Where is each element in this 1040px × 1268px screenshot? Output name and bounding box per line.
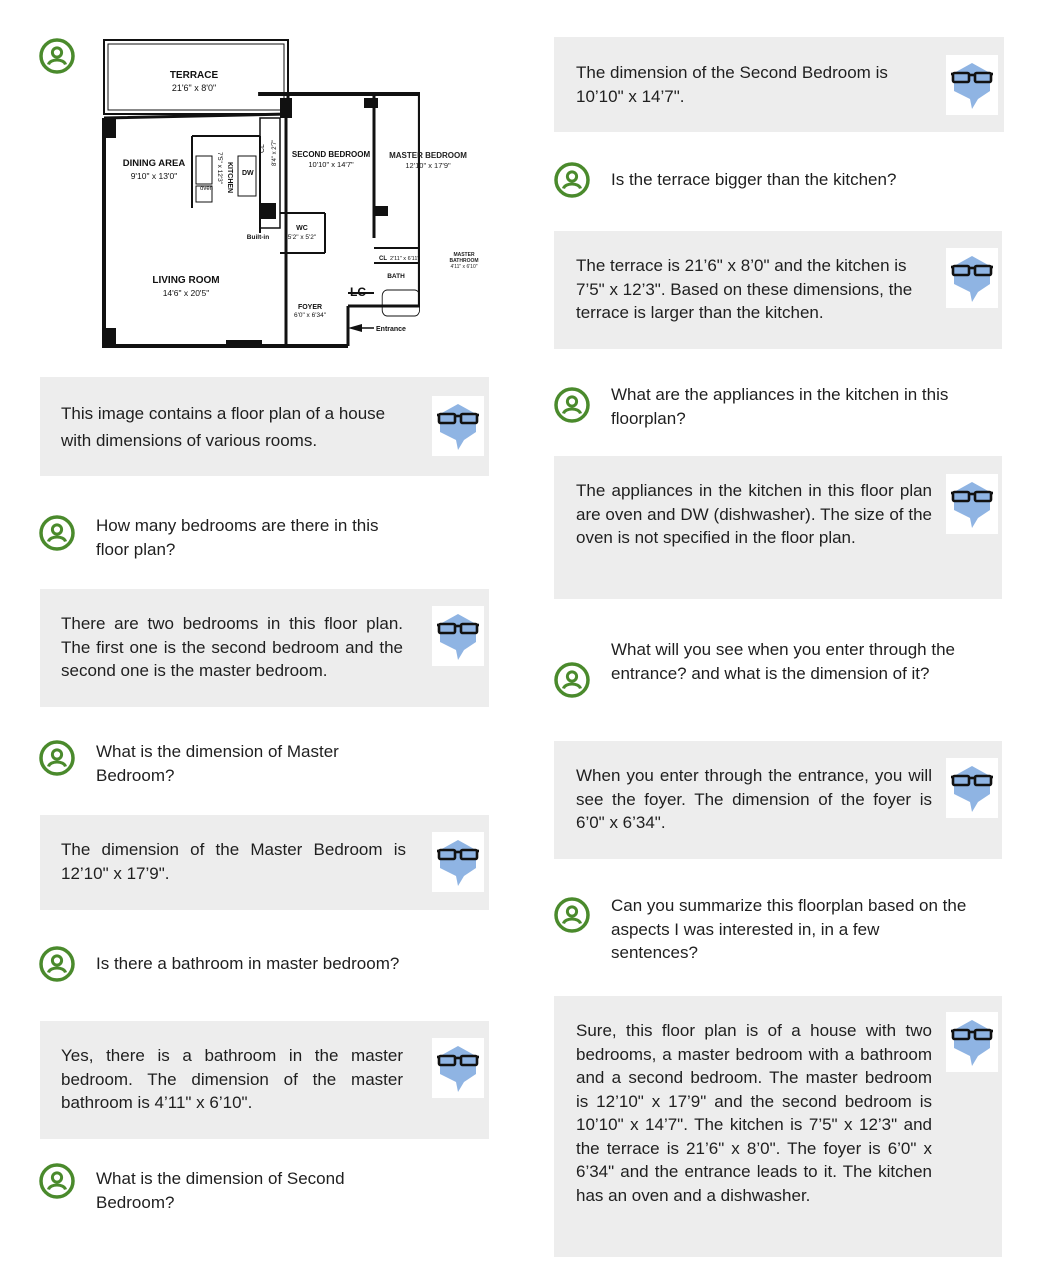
- bot-glasses-icon: [432, 396, 484, 456]
- fp-second-bedroom-dim: 10'10" x 14'7": [308, 160, 354, 169]
- answer-text-6: The appliances in the kitchen in this floor plan are oven and DW (dishwasher). The size of the oven is not specified in the floor plan.: [576, 481, 932, 547]
- answer-text-1: There are two bedrooms in this floor plan. The first one is the second bedroom and the second one is the master bedroom.: [61, 614, 403, 680]
- bot-glasses-icon: [946, 758, 998, 818]
- fp-master-bath-dim: 4'11" x 6'10": [450, 264, 478, 270]
- bot-glasses-icon: [946, 474, 998, 534]
- fp-living-name: LIVING ROOM: [152, 275, 220, 286]
- bot-glasses-icon: [946, 55, 998, 115]
- fp-second-bedroom-name: SECOND BEDROOM: [291, 150, 371, 159]
- user-avatar-icon: [39, 38, 75, 74]
- user-question-6: What are the appliances in the kitchen in this floorplan?: [611, 385, 949, 428]
- fp-foyer-dim: 6'0" x 6'34": [293, 312, 327, 319]
- fp-cl-dim: 8'4" x 2'7": [272, 139, 278, 166]
- fp-cl2-name: CL: [379, 256, 387, 262]
- fp-kitchen-name: KITCHEN: [226, 162, 233, 194]
- fp-master-bath-name: MASTER BATHROOM: [449, 252, 479, 264]
- bot-glasses-icon: [432, 606, 484, 666]
- answer-text-5: The terrace is 21’6" x 8’0" and the kitchen is 7’5" x 12’3". Based on these dimensions, the terrace is larger than the kitchen.: [576, 256, 913, 322]
- user-question-8: Can you summarize this floorplan based on the aspects I was interested in, in a few sentences?: [611, 896, 967, 962]
- fp-terrace-dim: 21'6" x 8'0": [171, 83, 217, 93]
- fp-wc-dim: 5'2" x 5'2": [287, 234, 317, 241]
- fp-cl2-dim: 2'11" x 6'11": [390, 256, 420, 262]
- fp-entrance: Entrance: [376, 326, 406, 333]
- user-avatar-icon: [554, 662, 590, 698]
- bot-glasses-icon: [432, 1038, 484, 1098]
- bot-glasses-icon: [432, 832, 484, 892]
- intro-text: This image contains a floor plan of a house with dimensions of various rooms.: [61, 404, 386, 450]
- floorplan-image: [100, 38, 420, 350]
- user-avatar-icon: [554, 162, 590, 198]
- user-avatar-icon: [39, 515, 75, 551]
- fp-bath-name: BATH: [387, 273, 405, 280]
- fp-wc-name: WC: [296, 225, 308, 232]
- user-question-4: What is the dimension of Second Bedroom?: [96, 1169, 345, 1212]
- bot-glasses-icon: [946, 248, 998, 308]
- user-question-2: What is the dimension of Master Bedroom?: [96, 742, 339, 785]
- user-avatar-icon: [554, 897, 590, 933]
- user-question-3: Is there a bathroom in master bedroom?: [96, 954, 400, 973]
- answer-text-8: Sure, this floor plan is of a house with two bedrooms, a master bedroom with a bathroom and a second bedroom. The master bedroom is 12’10" x 17’9" and the second bedroom is 10’10" x 14’7". The kitchen is 7’5" x 12’3" and the terrace is 21’6" x 8’0". The foyer is 6’0" x 6’34" and the entrance leads to it. The kitchen has an oven and a dishwasher.: [576, 1021, 932, 1205]
- fp-oven: oven: [200, 186, 214, 192]
- bot-glasses-icon: [946, 1012, 998, 1072]
- fp-kitchen-dim: 7'5" x 12'3": [216, 152, 223, 185]
- user-avatar-icon: [554, 387, 590, 423]
- fp-master-bath-label: [446, 252, 482, 270]
- user-question-1: How many bedrooms are there in this floor plan?: [96, 516, 379, 559]
- user-avatar-icon: [39, 946, 75, 982]
- fp-foyer-name: FOYER: [297, 304, 323, 311]
- answer-text-7: When you enter through the entrance, you will see the foyer. The dimension of the foyer is 6’0" x 6’34".: [576, 766, 932, 832]
- user-avatar-icon: [39, 740, 75, 776]
- fp-master-bedroom-label: MASTER BEDROOM: [389, 151, 467, 160]
- answer-text-2: The dimension of the Master Bedroom is 12’10" x 17’9".: [61, 840, 406, 883]
- fp-builtin: Built-in: [246, 234, 270, 241]
- user-avatar-icon: [39, 1163, 75, 1199]
- fp-living-dim: 14'6" x 20'5": [162, 288, 210, 298]
- fp-master-bedroom-dim: 12'10" x 17'9": [405, 161, 451, 170]
- answer-text-3: Yes, there is a bathroom in the master bedroom. The dimension of the master bathroom is 4’11" x 6’10".: [61, 1046, 403, 1112]
- fp-dining-name: DINING AREA: [122, 158, 186, 169]
- fp-dining-dim: 9'10" x 13'0": [130, 171, 178, 181]
- user-question-7: What will you see when you enter through the entrance? and what is the dimension of it?: [611, 640, 955, 683]
- user-question-5: Is the terrace bigger than the kitchen?: [611, 170, 897, 189]
- fp-terrace-name: TERRACE: [169, 70, 219, 81]
- fp-lc: LC: [350, 285, 366, 299]
- fp-cl-name: CL: [259, 144, 266, 153]
- answer-text-4: The dimension of the Second Bedroom is 10’10" x 14’7".: [576, 63, 888, 106]
- fp-dw: DW: [242, 170, 254, 177]
